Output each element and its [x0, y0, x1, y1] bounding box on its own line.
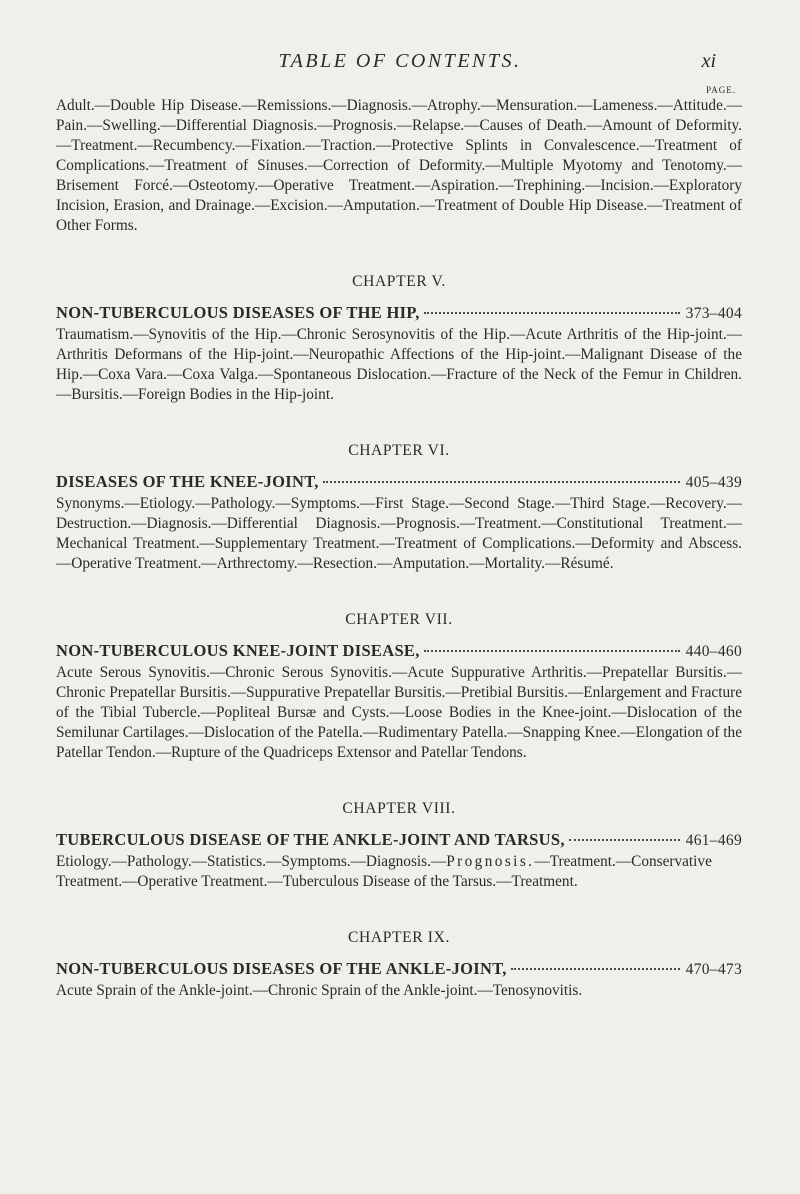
- chapter-ix-entry: [56, 928, 742, 1001]
- dot-leader: [511, 968, 680, 970]
- summary-part: Etiology.—Pathology.—Statistics.—Symptoms.—Diagnosis.—: [56, 853, 447, 870]
- chapter-title-line: [56, 640, 742, 662]
- intro-summary: Adult.—Double Hip Disease.—Remissions.—Diagnosis.—Atrophy.—Mensuration.—Lameness.—Attitude.—Pain.—Swelling.—Differential Diagnosis.—Prognosis.—Relapse.—Causes of Death.—Amount of Deformity.—Treatment.—Recumbency.—Fixation.—Traction.—Protective Splints in Convalescence.—Treatment of Complications.—Treatment of Sinuses.—Correction of Deformity.—Multiple Myotomy and Tenotomy.—Brisement Forcé.—Osteotomy.—Operative Treatment.—Aspiration.—Trephining.—Incision.—Exploratory Incision, Erasion, and Drainage.—Excision.—Amputation.—Treatment of Double Hip Disease.—Treatment of Other Forms.: [56, 97, 742, 234]
- page-range: 461–469: [685, 832, 742, 849]
- chapter-summary: Acute Sprain of the Ankle-joint.—Chronic Sprain of the Ankle-joint.—Tenosynovitis.: [56, 982, 583, 999]
- chapter-summary: Synonyms.—Etiology.—Pathology.—Symptoms.—First Stage.—Second Stage.—Third Stage.—Recovery.—Destruction.—Diagnosis.—Differential Diagnosis.—Prognosis.—Treatment.—Constitutional Treatment.—Mechanical Treatment.—Supplementary Treatment.—Treatment of Complications.—Deformity and Abscess.—Operative Treatment.—Arthrectomy.—Resection.—Amputation.—Mortality.—Résumé.: [56, 495, 742, 572]
- chapter-title-line: [56, 302, 742, 324]
- page-range: 373–404: [685, 305, 742, 322]
- chapter-viii-entry: [56, 799, 742, 892]
- chapter-vii-entry: [56, 610, 742, 763]
- chapter-summary: [56, 852, 742, 892]
- dot-leader: [424, 312, 680, 314]
- page-number: xi: [701, 50, 716, 72]
- page-column-label: PAGE.: [706, 85, 736, 95]
- chapter-heading: CHAPTER VII.: [345, 611, 453, 628]
- chapter-title: NON-TUBERCULOUS DISEASES OF THE ANKLE-JOINT,: [56, 959, 507, 978]
- chapter-title-line: [56, 958, 742, 980]
- chapter-vi-entry: [56, 441, 742, 574]
- dot-leader: [569, 839, 680, 841]
- chapter-title-line: [56, 829, 742, 851]
- chapter-title: TUBERCULOUS DISEASE OF THE ANKLE-JOINT AND TARSUS,: [56, 830, 565, 849]
- page-range: 440–460: [685, 643, 742, 660]
- chapter-heading: CHAPTER IX.: [348, 929, 450, 946]
- dot-leader: [323, 481, 680, 483]
- running-head: [0, 50, 800, 80]
- running-title: TABLE OF CONTENTS.: [278, 50, 522, 72]
- page-range: 470–473: [685, 961, 742, 978]
- page-range: 405–439: [685, 474, 742, 491]
- chapter-title: NON-TUBERCULOUS KNEE-JOINT DISEASE,: [56, 641, 420, 660]
- chapter-title-line: [56, 471, 742, 493]
- chapter-title: DISEASES OF THE KNEE-JOINT,: [56, 472, 319, 491]
- summary-spaced-word: Prognosis.: [446, 853, 535, 870]
- chapter-heading: CHAPTER VIII.: [342, 800, 456, 817]
- table-of-contents: [56, 84, 742, 1001]
- chapter-summary: Acute Serous Synovitis.—Chronic Serous Synovitis.—Acute Suppurative Arthritis.—Prepatellar Bursitis.—Chronic Prepatellar Bursitis.—Suppurative Prepatellar Bursitis.—Pretibial Bursitis.—Enlargement and Fracture of the Tibial Tubercle.—Popliteal Bursæ and Cysts.—Loose Bodies in the Knee-joint.—Dislocation of the Semilunar Cartilages.—Dislocation of the Patella.—Rudimentary Patella.—Snapping Knee.—Elongation of the Patellar Tendon.—Rupture of the Quadriceps Extensor and Patellar Tendons.: [56, 664, 742, 761]
- chapter-heading: CHAPTER V.: [352, 273, 446, 290]
- chapter-summary: Traumatism.—Synovitis of the Hip.—Chronic Serosynovitis of the Hip.—Acute Arthritis of the Hip-joint.—Arthritis Deformans of the Hip-joint.—Neuropathic Affections of the Hip-joint.—Malignant Disease of the Hip.—Coxa Vara.—Coxa Valga.—Spontaneous Dislocation.—Fracture of the Neck of the Femur in Children.—Bursitis.—Foreign Bodies in the Hip-joint.: [56, 326, 742, 403]
- chapter-title: NON-TUBERCULOUS DISEASES OF THE HIP,: [56, 303, 420, 322]
- dot-leader: [424, 650, 680, 652]
- chapter-v-entry: [56, 272, 742, 405]
- summary-part: —Treatment.—Conservative Treatment.—Operative Treatment.—Tuberculous Disease of the Tarsus.—Treatment.: [56, 853, 712, 890]
- chapter-heading: CHAPTER VI.: [348, 442, 450, 459]
